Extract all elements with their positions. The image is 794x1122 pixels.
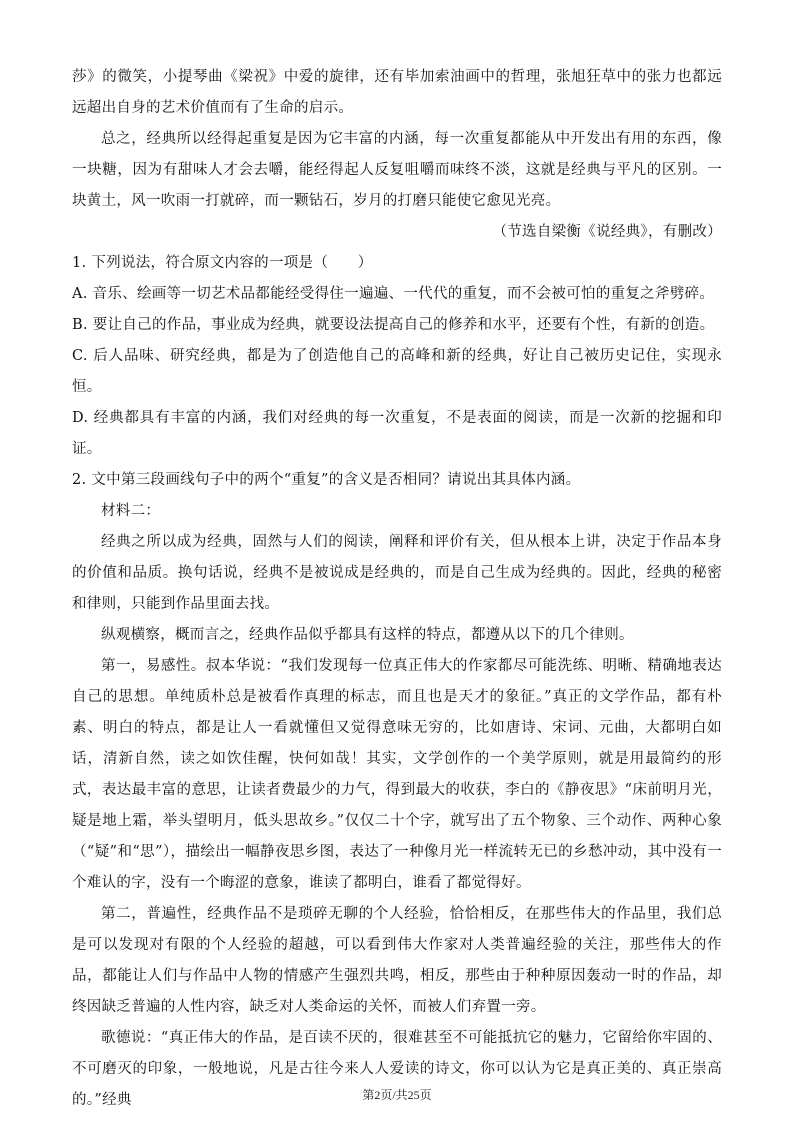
material-2-paragraph: 歌德说：“真正伟大的作品，是百读不厌的，很难甚至不可能抵抗它的魅力，它留给你牢固的、不可磨灭的印象，一般地说，凡是古往今来人人爱读的诗文，你可以认为它是真正美的、真正崇高的。”经典 (72, 1030, 722, 1108)
material-2-paragraph: 经典之所以成为经典，固然与人们的阅读，阐释和评价有关，但从根本上讲，决定于作品本身的价值和品质。换句话说，经典不是被说成是经典的，而是自己生成为经典的。因此，经典的秘密和律则，只能到作品里面去找。 (72, 534, 722, 612)
question-1-option-d: D. 经典都具有丰富的内涵，我们对经典的每一次重复，不是表面的阅读，而是一次新的挖掘和印证。 (72, 410, 722, 457)
question-1-stem: 1. 下列说法，符合原文内容的一项是（ ） (72, 255, 373, 271)
material-2-paragraph: 纵观横察，概而言之，经典作品似乎都具有这样的特点，都遵从以下的几个律则。 (101, 627, 634, 643)
source-note: （节选自梁衡《说经典》，有删改） (492, 224, 722, 240)
material-2-paragraph: 第一，易感性。叔本华说：“我们发现每一位真正伟大的作家都尽可能洗练、明晰、精确地表达自己的思想。单纯质朴总是被看作真理的标志，而且也是天才的象征。”真正的文学作品，都有朴素、明白的特点，都是让人一看就懂但又觉得意味无穷的，比如唐诗、宋词、元曲，大都明白如话，清新自然，读之如饮佳醒，快何如哉！其实，文学创作的一个美学原则，就是用最简约的形式，表达最丰富的意思，让读者费最少的力气，得到最大的收获，李白的《静夜思》“床前明月光，疑是地上霜，举头望明月，低头思故乡。”仅仅二十个字，就写出了五个物象、三个动作、两种心象（“疑”和“思”），描绘出一幅静夜思乡图，表达了一种像月光一样流转无已的乡愁冲动，其中没有一个难认的字，没有一个晦涩的意象，谁读了都明白，谁看了都觉得好。 (72, 658, 722, 891)
question-2: 2. 文中第三段画线句子中的两个“重复”的含义是否相同？请说出其具体内涵。 (72, 472, 581, 488)
document-page (72, 62, 722, 1116)
passage-paragraph: 莎》的微笑，小提琴曲《梁祝》中爱的旋律，还有毕加索油画中的哲理，张旭狂草中的张力也都远远超出自身的艺术价值而有了生命的启示。 (72, 69, 722, 116)
material-2-label: 材料二： (101, 503, 161, 519)
page-number-footer: 第2页/共25页 (362, 1088, 432, 1102)
passage-paragraph: 总之，经典所以经得起重复是因为它丰富的内涵，每一次重复都能从中开发出有用的东西，像一块糖，因为有甜味人才会去嚼，能经得起人反复咀嚼而味终不淡，这就是经典与平凡的区别。一块黄土，风一吹雨一打就碎，而一颗钻石，岁月的打磨只能使它愈见光亮。 (72, 131, 722, 209)
question-1-option-b: B. 要让自己的作品，事业成为经典，就要设法提高自己的修养和水平，还要有个性，有新的创造。 (72, 317, 715, 333)
material-2-paragraph: 第二，普遍性，经典作品不是琐碎无聊的个人经验，恰恰相反，在那些伟大的作品里，我们总是可以发现对有限的个人经验的超越，可以看到伟大作家对人类普遍经验的关注，那些伟大的作品，都能让人们与作品中人物的情感产生强烈共鸣，相反，那些由于种种原因轰动一时的作品，却终因缺乏普遍的人性内容，缺乏对人类命运的关怀，而被人们弃置一旁。 (72, 906, 722, 1015)
question-1-option-a: A. 音乐、绘画等一切艺术品都能经受得住一遍遍、一代代的重复，而不会被可怕的重复之斧劈碎。 (72, 286, 715, 302)
question-1-option-c: C. 后人品味、研究经典，都是为了创造他自己的高峰和新的经典，好让自己被历史记住，实现永恒。 (72, 348, 722, 395)
